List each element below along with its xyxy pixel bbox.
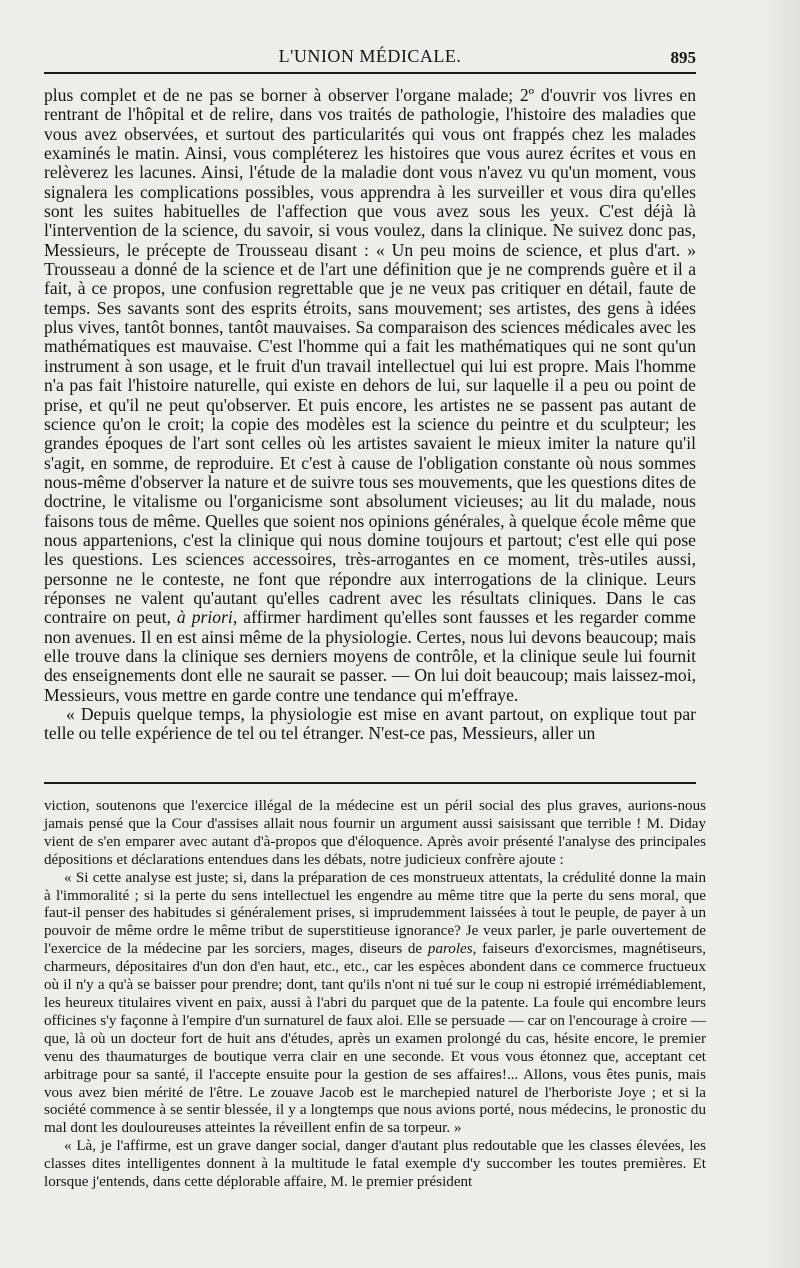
footnote-rule: [44, 782, 696, 784]
footnote-paragraph: [44, 1138, 706, 1192]
paragraph-text-continued: , faiseurs d'exorcismes, magnétiseurs, charmeurs, dépositaires d'un don d'en haut, etc., etc., car les espèces abondent dans ce commerce fructueux où il n'y a qu'à se baisser pour prendre; dont, tant qu'ils n'ont ni tué sur le coup ni estropié irrémédiablement, les heureux titulaires vivent en paix, aussi à l'abri du parquet que de la patente. La foule qui encombre leurs officines s'y façonne à l'empire d'un surnaturel de faux aloi. Elle se persuade — car on l'encourage à croire — que, là où un docteur fort de huit ans d'études, après un examen prolongé du cas, hésite encore, le premier venu des thaumaturges de boutique verra clair en une seconde. Et vous vous étonnez que, acceptant cet arbitrage pour sa santé, il l'accepte ensuite pour la gestion de ses affaires!... Allons, vous êtes punis, mais vous avez bien mérité de l'être. Le zouave Jacob est le marchepied naturel de l'herboriste Joye ; et si la société commence à se sentir blessée, il y a longtemps que nous avions porté, nous médecins, le pronostic du mal dont les douloureuses atteintes la réveillent enfin de sa torpeur. »: [44, 941, 706, 1137]
paragraph-text: « Depuis quelque temps, la physiologie est mise en avant partout, on explique tout par telle ou telle expérience de tel ou tel étranger. N'est-ce pas, Messieurs, aller un: [44, 704, 696, 744]
paragraph-text: viction, soutenons que l'exercice illégal de la médecine est un péril social des plus graves, aurions-nous jamais pensé que la Cour d'assises allait nous fournir un argument aussi saisissant que terrible ! M. Diday vient de s'en emparer avec autant d'à-propos que d'éloquence. Après avoir présenté l'analyse des principales dépositions et déclarations entendues dans les débats, notre judicieux confrère ajoute :: [44, 798, 706, 868]
header-rule: [44, 72, 696, 74]
footnote-paragraph: [44, 798, 706, 870]
footnote: [44, 798, 706, 1192]
paragraph-text: plus complet et de ne pas se borner à observer l'organe malade; 2º d'ouvrir vos livres en rentrant de l'hôpital et de relire, dans vos traités de pathologie, l'histoire des maladies que vous avez observées, et surtout des particularités qui vous ont frappés chez les malades examinés le matin. Ainsi, vous compléterez les histoires que vous aurez écrites et vous en relèverez les lacunes. Ainsi, l'étude de la maladie dont vous n'avez vu qu'un moment, vous signalera les complications possibles, vous apprendra à les surveiller et vous dira qu'elles sont les suites habituelles de l'affection que vous avez sous les yeux. C'est déjà là l'intervention de la science, du savoir, si vous voulez, dans la clinique. Ne suivez donc pas, Messieurs, le précepte de Trousseau disant : « Un peu moins de science, et plus d'art. » Trousseau a donné de la science et de l'art une définition que je ne comprends guère et il a fait, à ce propos, une confusion regrettable que je ne veux pas critiquer en détail, faute de temps. Ses savants sont des esprits étroits, sans mouvement; ses artistes, des gens à idées plus vives, tantôt bonnes, tantôt mauvaises. Sa comparaison des sciences médicales avec les mathématiques est mauvaise. C'est l'homme qui a fait les mathématiques qui ne sont qu'un instrument à son usage, et le fruit d'un travail intellectuel qui lui est propre. Mais l'homme n'a pas fait l'histoire naturelle, qui existe en dehors de lui, sur laquelle il a peu ou point de prise, et qu'il ne peut qu'observer. Et puis encore, les artistes ne se passent pas autant de science qu'on le croit; la copie des modèles est la science du peintre et du sculpteur; les grandes époques de l'art sont celles où les artistes savaient le mieux imiter la nature qu'il s'agit, en somme, de reproduire. Et c'est à cause de l'obligation constante où nous sommes nous-même d'observer la nature et de suivre tous ses mouvements, que les questions dites de doctrine, le vitalisme ou l'organicisme sont absolument vicieuses; au lit du malade, nous faisons tous de même. Quelles que soient nos opinions générales, à quelque école même que nous appartenions, c'est la clinique qui nous domine toujours et partout; c'est elle qui pose les questions. Les sciences accessoires, très-arrogantes en ce moment, très-utiles aussi, personne ne le conteste, ne font que répondre aux interrogations de la clinique. Leurs réponses ne valent qu'autant qu'elles cadrent avec les résultats cliniques. Dans le cas contraire on peut,: [44, 85, 696, 628]
paragraph-text: « Là, je l'affirme, est un grave danger social, danger d'autant plus redoutable que les classes élevées, les classes dites intelligentes donnent à la multitude le fatal exemple d'y succomber les toutes premières. Et lorsque j'entends, dans cette déplorable affaire, M. le premier président: [44, 1138, 706, 1191]
page-number: 895: [670, 48, 696, 67]
running-head: [44, 40, 696, 74]
paragraph-text-continued: , affirmer hardiment qu'elles sont fausses et les regarder comme non avenues. Il en est ainsi même de la physiologie. Certes, nous lui devons beaucoup; mais elle trouve dans la clinique ses derniers moyens de contrôle, et la clinique seule lui fournit des enseignements dont elle ne saurait se passer. — On lui doit beaucoup; mais laissez-moi, Messieurs, vous mettre en garde contre une tendance qui m'effraye.: [44, 607, 696, 705]
main-paragraph: [44, 705, 696, 744]
main-paragraph: [44, 86, 696, 705]
page-shadow: [764, 0, 800, 1268]
main-text: [44, 86, 696, 744]
emphasis-text: paroles: [427, 941, 473, 958]
emphasis-text: à priori: [176, 607, 233, 628]
footnote-paragraph: [44, 870, 706, 1139]
paragraph-text: « Si cette analyse est juste; si, dans la préparation de ces monstrueux attentats, la crédulité donne la main à l'immoralité ; si la perte du sens intellectuel les engendre au même titre que la perte du sens moral, que faut-il penser des habitudes si généralement prises, si imprudemment laissées à tout le peuple, de payer à un pouvoir de même ordre le même tribut de superstitieuse ignorance? Je veux parler, je parle ouvertement de l'exercice de la médecine par les sorciers, mages, diseurs de: [44, 869, 706, 958]
journal-title: L'UNION MÉDICALE.: [278, 46, 462, 66]
